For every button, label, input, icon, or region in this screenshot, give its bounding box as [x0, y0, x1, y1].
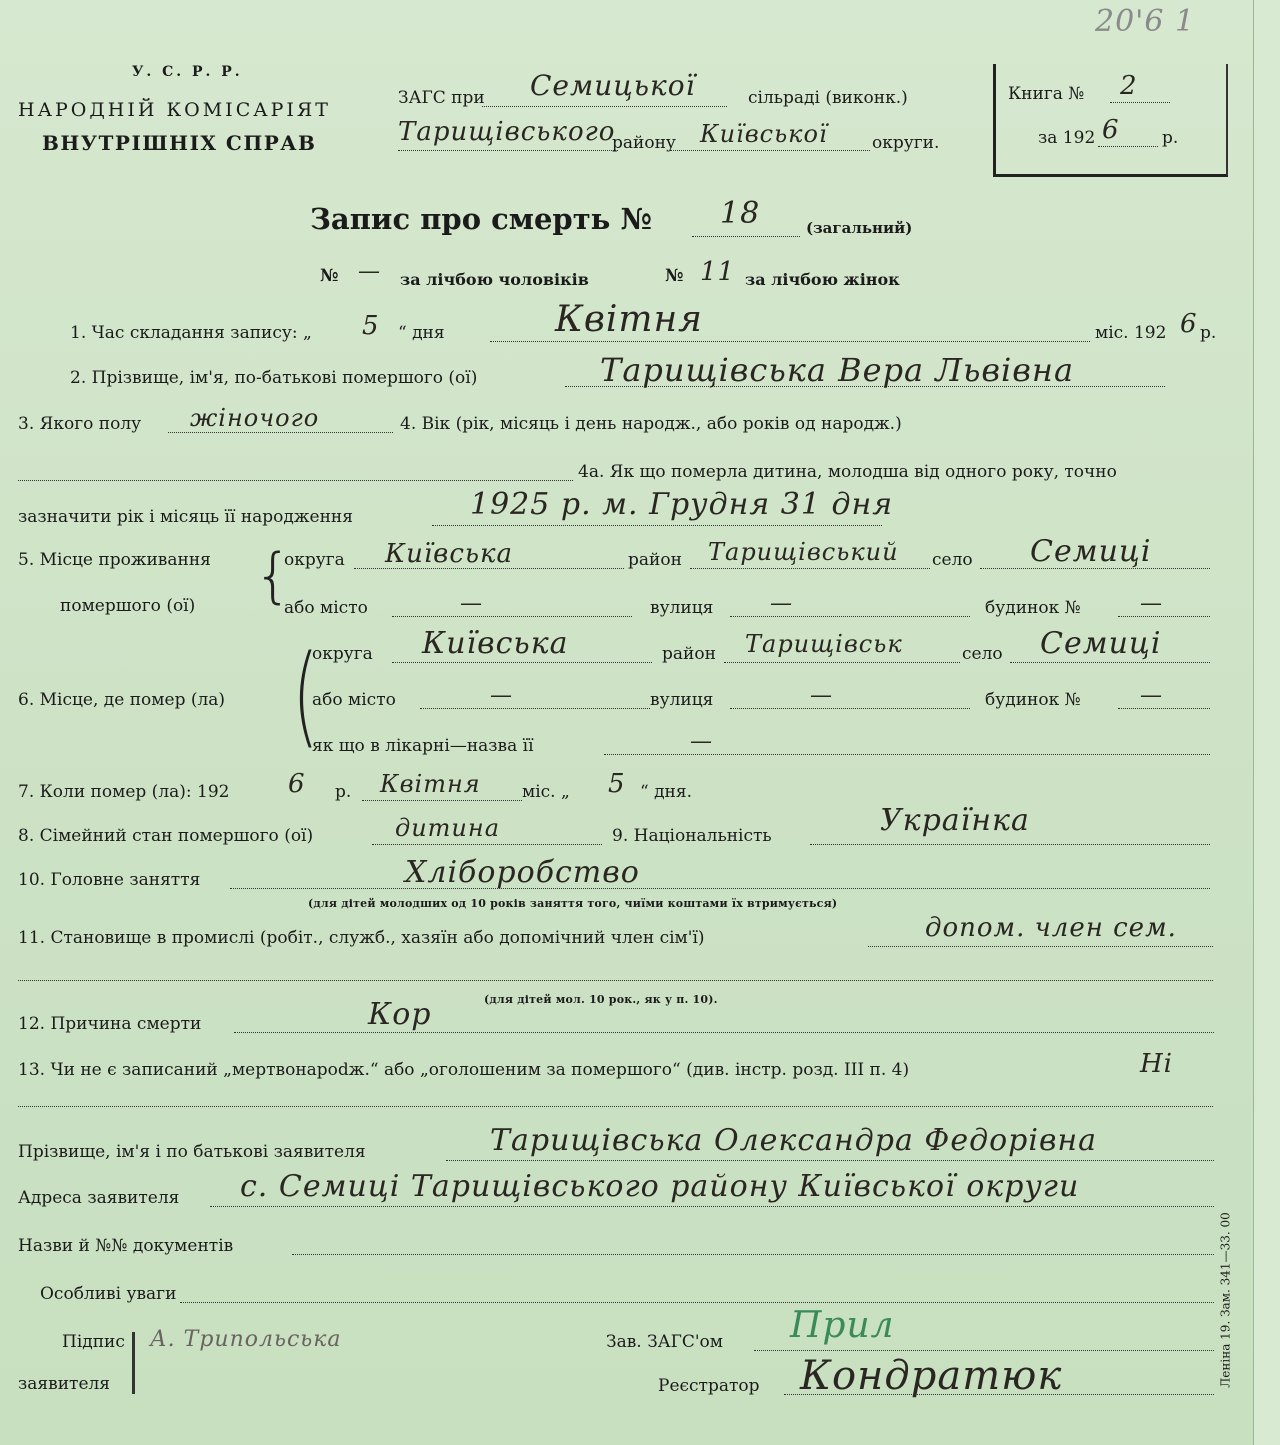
f5-okruha-label: округа [284, 550, 345, 570]
f6-raion-label: район [662, 644, 716, 664]
zags-pri-label: ЗАГС при [398, 88, 485, 108]
notes-label: Особливі уваги [40, 1284, 177, 1304]
men-no-label: № [320, 266, 339, 286]
f7-mis: міс. „ [522, 782, 570, 802]
kniga-line [1110, 102, 1170, 103]
men-value: — [358, 259, 381, 284]
f1-mis: міс. 192 [1095, 323, 1167, 343]
f6-selo-label: село [962, 644, 1003, 664]
f5-budynok-label: будинок № [985, 598, 1081, 618]
f6-vulytsia-label: вулиця [650, 690, 714, 710]
f5-misto-label: або місто [284, 598, 368, 618]
f11-label: 11. Становище в промислі (робіт., служб., хазяїн або допомічний член сім'ї) [18, 928, 705, 948]
notes-line [180, 1302, 1214, 1303]
f4a-label2: зазначити рік і місяць її народження [18, 507, 353, 527]
kniga-value: 2 [1120, 71, 1138, 101]
applicant-name-label: Прізвище, ім'я і по батькові заявителя [18, 1142, 366, 1162]
za-r-label: р. [1162, 128, 1179, 148]
f9-line [810, 844, 1210, 845]
f6-okruha-label: округа [312, 644, 373, 664]
women-no-label: № [665, 266, 684, 286]
f1-month-line [490, 341, 1090, 342]
kniga-label: Книга № [1008, 84, 1085, 104]
docs-label: Назви й №№ документів [18, 1236, 234, 1256]
f4a-value: 1925 р. м. Грудня 31 дня [470, 487, 894, 522]
f7-dnya: “ дня. [640, 782, 693, 802]
registrator-signature: Кондратюк [800, 1353, 1063, 1399]
signature-bracket [132, 1332, 135, 1394]
f6-likarnia-label: як що в лікарні—назва її [312, 736, 534, 756]
f7-year: 6 [288, 769, 306, 799]
zayavytelia-label: заявителя [18, 1374, 111, 1394]
applicant-address-label: Адреса заявителя [18, 1188, 180, 1208]
f6-okruha-value: Київська [422, 626, 569, 661]
f1-label: 1. Час складання запису: „ [70, 323, 312, 343]
f2-value: Тарищівська Вера Львівна [600, 351, 1075, 389]
applicant-signature: А. Трипольська [150, 1327, 342, 1352]
commissariat-line1: НАРОДНІЙ КОМІСАРІЯТ [18, 99, 331, 121]
applicant-name-value: Тарищівська Олександра Федорівна [490, 1123, 1098, 1158]
zags-village-line [482, 106, 727, 107]
raionu-label: району [612, 133, 676, 153]
corner-archive-note: 20'6 1 [1095, 4, 1196, 39]
f11-line [868, 946, 1213, 947]
f1-dnya: “ дня [398, 323, 445, 343]
f6-selo-value: Семиці [1040, 626, 1162, 661]
f10-note: (для дітей молодших од 10 років заняття того, чиїми коштами їх втримується) [308, 897, 838, 910]
f6-vulytsia-line [730, 708, 970, 709]
okrugy-label: округи. [872, 133, 940, 153]
f2-label: 2. Прізвище, ім'я, по-батькові помершого (ої) [70, 368, 478, 388]
f7-month-line [362, 800, 522, 801]
f5-label1: 5. Місце проживання [18, 550, 211, 570]
za-line [1098, 146, 1158, 147]
women-label: за лічбою жінок [745, 270, 900, 289]
f5-vulytsia-label: вулиця [650, 598, 714, 618]
f5-raion-line [690, 568, 930, 569]
f6-misto-label: або місто [312, 690, 396, 710]
registrator-label: Реєстратор [658, 1376, 760, 1396]
f3-value: жіночого [190, 404, 320, 432]
women-value: 11 [700, 257, 736, 287]
za-value: 6 [1102, 115, 1120, 145]
f10-value: Хліборобство [405, 855, 640, 890]
f5-misto-line [392, 616, 632, 617]
f8-line [372, 844, 602, 845]
applicant-name-line [446, 1160, 1214, 1161]
f5-label2: помершого (ої) [60, 596, 196, 616]
raion-name-value: Тарищівського [398, 117, 616, 147]
za-label: за 192 [1038, 128, 1096, 148]
f6-raion-value: Тарищівськ [745, 630, 903, 658]
f6-budynok-value: — [1140, 683, 1163, 708]
f4-label: 4. Вік (рік, місяць і день народж., або років од народж.) [400, 414, 902, 434]
f13-line2 [18, 1106, 1213, 1107]
applicant-address-line [210, 1206, 1214, 1207]
f7-r: р. [335, 782, 352, 802]
f10-label: 10. Головне заняття [18, 870, 201, 890]
f4a-label: 4а. Як що померла дитина, молодша від одного року, точно [578, 462, 1117, 482]
pidpys-label: Підпис [62, 1332, 125, 1352]
f5-vulytsia-value: — [770, 591, 793, 616]
f3-label: 3. Якого полу [18, 414, 142, 434]
f6-budynok-line [1118, 708, 1210, 709]
f6-label: 6. Місце, де помер (ла) [18, 690, 226, 710]
f7-month: Квітня [380, 770, 481, 798]
zav-zags-signature: Прил [790, 1305, 895, 1346]
f8-value: дитина [395, 814, 500, 842]
f6-okruha-line [392, 662, 652, 663]
f6-brace: ( [292, 631, 319, 759]
f11-line2 [18, 980, 1213, 981]
f3-line [168, 432, 393, 433]
men-label: за лічбою чоловіків [400, 270, 589, 289]
record-title: Запис про смерть № [310, 202, 652, 236]
f1-day: 5 [362, 311, 380, 341]
f6-raion-line [724, 662, 960, 663]
f1-r: р. [1200, 323, 1217, 343]
raion-name-line [398, 150, 618, 151]
f5-vulytsia-line [730, 616, 970, 617]
zags-village-value: Семицької [530, 69, 696, 102]
f13-value: Ні [1140, 1049, 1173, 1079]
f10-line [230, 888, 1210, 889]
ussr-heading: У. С. Р. Р. [132, 64, 243, 80]
f5-raion-value: Тарищівський [708, 538, 899, 566]
f5-brace: { [254, 541, 293, 611]
f5-okruha-value: Київська [385, 539, 514, 569]
f11-note: (для дітей мол. 10 рок., як у п. 10). [484, 993, 718, 1006]
f1-month: Квітня [555, 299, 704, 340]
f7-label: 7. Коли помер (ла): 192 [18, 782, 230, 802]
page-edge [1253, 0, 1280, 1445]
f12-value: Кор [368, 997, 432, 1032]
print-note: Леніна 19. Зам. 341—33. 00 [1218, 1212, 1233, 1388]
f6-misto-line [420, 708, 650, 709]
f5-raion-label: район [628, 550, 682, 570]
f12-line [234, 1032, 1214, 1033]
f6-vulytsia-value: — [810, 683, 833, 708]
f6-budynok-label: будинок № [985, 690, 1081, 710]
f7-day: 5 [608, 769, 626, 799]
okrug-name-line [670, 150, 870, 151]
record-number-line [692, 236, 800, 237]
zav-zags-line [754, 1350, 1214, 1351]
f6-selo-line [1010, 662, 1210, 663]
f12-label: 12. Причина смерти [18, 1014, 202, 1034]
f4-line [18, 480, 573, 481]
f13-label: 13. Чи не є записаний „мертвонарodж.“ або „оголошеним за помершого“ (див. інстр. розд. III п. 4) [18, 1060, 910, 1080]
docs-line [292, 1254, 1214, 1255]
f9-label: 9. Національність [612, 826, 772, 846]
record-number: 18 [720, 196, 761, 231]
f1-year: 6 [1180, 309, 1198, 339]
silradi-label: сільраді (виконк.) [748, 88, 908, 108]
okrug-name-value: Київської [700, 120, 828, 148]
f5-selo-label: село [932, 550, 973, 570]
f5-misto-value: — [460, 591, 483, 616]
f5-budynok-value: — [1140, 591, 1163, 616]
general-label: (загальний) [806, 219, 913, 237]
f9-value: Українка [880, 803, 1030, 838]
f5-selo-value: Семиці [1030, 534, 1152, 569]
zav-zags-label: Зав. ЗАГС'ом [606, 1332, 723, 1352]
commissariat-line2: ВНУТРІШНІХ СПРАВ [42, 131, 317, 155]
f5-budynok-line [1118, 616, 1210, 617]
f4a-line [432, 525, 882, 526]
f6-misto-value: — [490, 683, 513, 708]
f8-label: 8. Сімейний стан помершого (ої) [18, 826, 314, 846]
f11-value: допом. член сем. [925, 913, 1177, 943]
f6-likarnia-value: — [690, 729, 713, 754]
applicant-address-value: с. Семиці Тарищівського району Київської округи [240, 1169, 1080, 1204]
